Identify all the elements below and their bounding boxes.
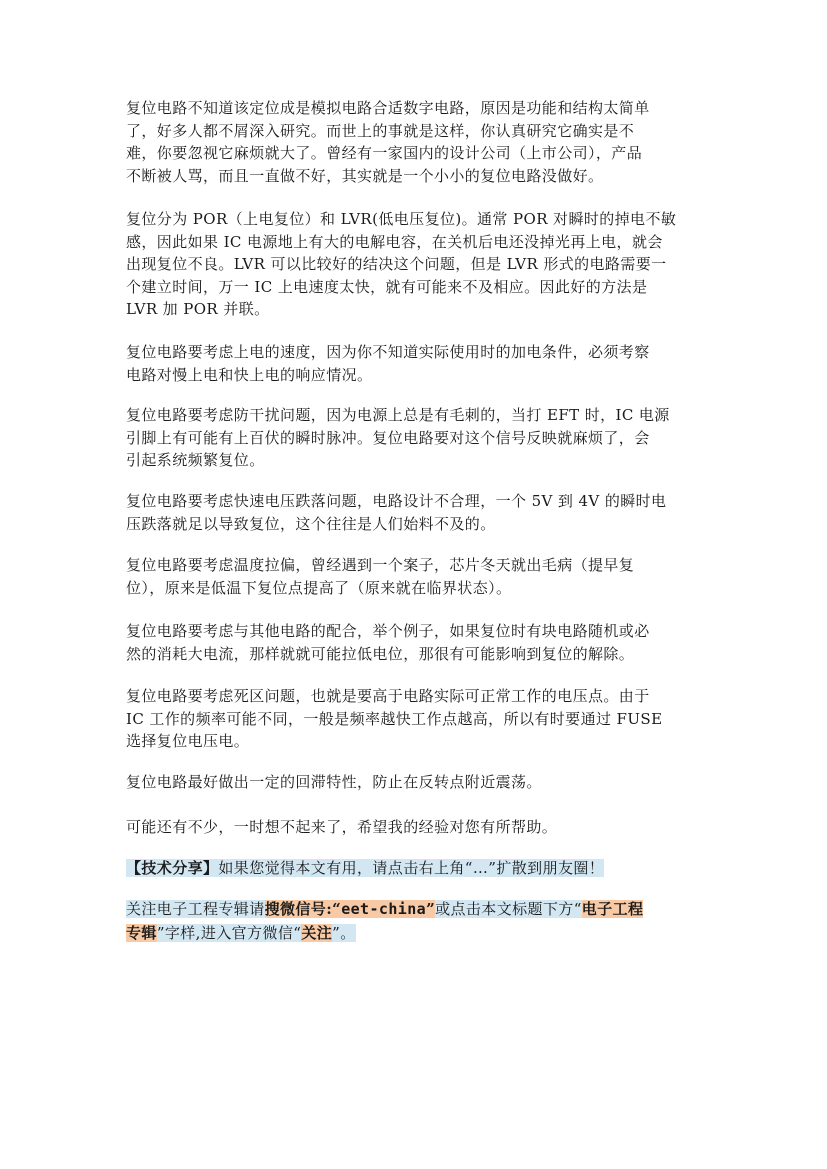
follow-line-2 <box>126 921 698 945</box>
follow-text: 关注电子工程专辑请 <box>126 900 265 918</box>
text-line: 可能还有不少，一时想不起来了，希望我的经验对您有所帮助。 <box>126 818 558 836</box>
wechat-id-label: 搜微信号: <box>264 900 333 918</box>
paragraph-temperature <box>126 554 698 599</box>
text-line: 压跌落就足以导致复位，这个往往是人们始料不及的。 <box>126 514 496 533</box>
account-name-part2: 专辑 <box>126 924 157 942</box>
text-line: 难，你要忽视它麻烦就大了。曾经有一家国内的设计公司（上市公司），产品 <box>126 144 643 162</box>
text-line: 出现复位不良。LVR 可以比较好的结决这个问题，但是 LVR 形式的电路需要一 <box>126 255 667 273</box>
share-highlight <box>126 859 604 877</box>
text-line: IC 工作的频率可能不同，一般是频率越快工作点越高，所以有时要通过 FUSE <box>126 709 663 728</box>
text-line: 感，因此如果 IC 电源地上有大的电解电容，在关机后电还没掉光再上电，就会 <box>126 232 663 251</box>
text-line: 复位分为 POR（上电复位）和 LVR(低电压复位)。通常 POR 对瞬时的掉电不敏 <box>126 210 677 228</box>
quote-close: ” <box>426 900 436 918</box>
paragraph-cooperation <box>126 620 698 665</box>
paragraph-closing <box>126 816 698 839</box>
text-line: 复位电路最好做出一定的回滞特性，防止在反转点附近震荡。 <box>126 773 542 791</box>
wechat-id: eet-china <box>341 900 427 918</box>
quote-open: “ <box>332 900 342 918</box>
text-line: LVR 加 POR 并联。 <box>126 300 270 318</box>
text-line: 复位电路要考虑防干扰问题，因为电源上总是有毛刺的，当打 EFT 时，IC 电源 <box>126 406 670 424</box>
text-line: 然的消耗大电流，那样就就可能拉低电位，那很有可能影响到复位的解除。 <box>126 644 635 663</box>
follow-keyword: 关注 <box>301 924 333 942</box>
text-line: 位），原来是低温下复位点提高了（原来就在临界状态）。 <box>126 578 512 597</box>
follow-line-1 <box>126 897 698 921</box>
text-line: 引起系统频繁复位。 <box>126 451 265 469</box>
text-line: 引脚上有可能有上百伏的瞬时脉冲。复位电路要对这个信号反映就麻烦了，会 <box>126 428 650 447</box>
paragraph-interference <box>126 404 698 472</box>
text-line: 复位电路要考虑与其他电路的配合，举个例子，如果复位时有块电路随机或必 <box>126 622 650 640</box>
follow-text: 或点击本文标题下方“ <box>435 900 582 918</box>
text-line: 复位电路要考虑快速电压跌落问题，电路设计不合理，一个 5V 到 4V 的瞬时电 <box>126 492 667 510</box>
follow-text: ”字样,进入官方微信“ <box>156 924 302 942</box>
paragraph-voltage-drop <box>126 490 698 535</box>
text-line: 不断被人骂，而且一直做不好，其实就是一个小小的复位电路没做好。 <box>126 166 604 185</box>
text-line: 复位电路不知道该定位成是模拟电路合适数字电路，原因是功能和结构太简单 <box>126 99 650 117</box>
follow-banner <box>126 897 698 945</box>
paragraph-hysteresis <box>126 771 698 794</box>
text-line: 电路对慢上电和快上电的响应情况。 <box>126 365 373 384</box>
paragraph-power-up-speed <box>126 341 698 386</box>
text-line: 个建立时间，万一 IC 上电速度太快，就有可能来不及相应。因此好的方法是 <box>126 277 648 296</box>
paragraph-por-lvr <box>126 208 698 321</box>
text-line: 复位电路要考虑温度拉偏，曾经遇到一个案子，芯片冬天就出毛病（提早复 <box>126 556 635 574</box>
share-tag: 【技术分享】 <box>126 859 219 877</box>
text-line: 了，好多人都不屑深入研究。而世上的事就是这样，你认真研究它确实是不 <box>126 121 635 140</box>
paragraph-intro <box>126 97 698 187</box>
text-line: 复位电路要考虑上电的速度，因为你不知道实际使用时的加电条件，必须考察 <box>126 343 650 361</box>
text-line: 复位电路要考虑死区问题，也就是要高于电路实际可正常工作的电压点。由于 <box>126 687 650 705</box>
share-text: 如果您觉得本文有用，请点击右上角“…”扩散到朋友圈！ <box>218 859 605 877</box>
follow-text: ”。 <box>332 924 356 942</box>
text-line: 选择复位电压电。 <box>126 732 250 750</box>
share-banner <box>126 857 698 880</box>
paragraph-dead-zone <box>126 685 698 753</box>
account-name-part1: 电子工程 <box>581 900 644 918</box>
